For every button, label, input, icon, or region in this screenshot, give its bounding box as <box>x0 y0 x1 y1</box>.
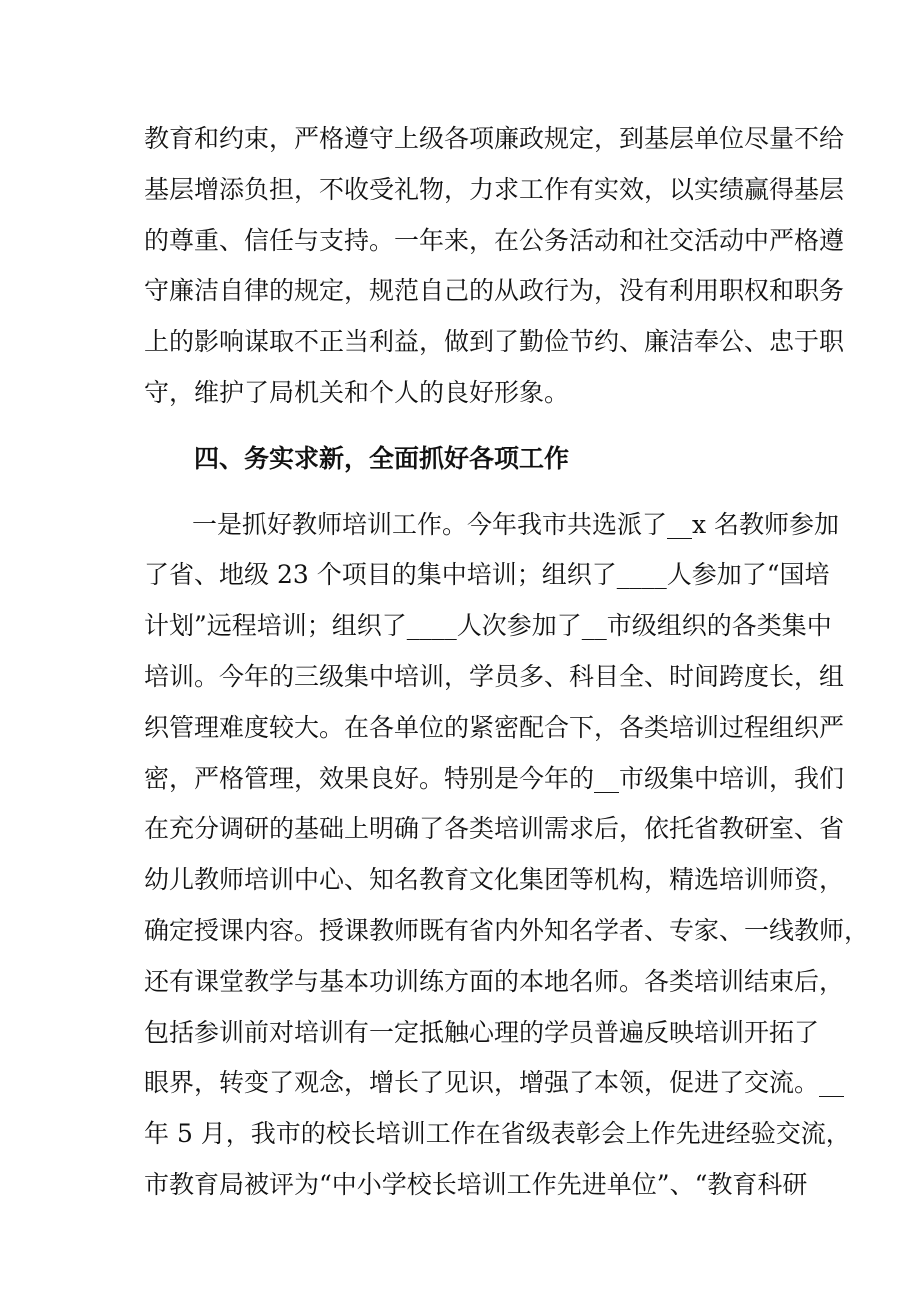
paragraph-line: 密，严格管理，效果良好。特别是今年的__市级集中培训，我们 <box>144 763 845 793</box>
paragraph-line: 教育和约束，严格遵守上级各项廉政规定，到基层单位尽量不给 <box>144 124 845 153</box>
paragraph-line: 一是抓好教师培训工作。今年我市共选派了__x 名教师参加 <box>192 509 840 539</box>
paragraph-line: 守廉洁自律的规定，规范自己的从政行为，没有利用职权和职务 <box>144 276 845 306</box>
paragraph-line: 幼儿教师培训中心、知名教育文化集团等机构，精选培训师资， <box>144 865 845 895</box>
paragraph-line: 计划”远程培训；组织了____人次参加了__市级组织的各类集中 <box>144 611 832 641</box>
paragraph-line: 确定授课内容。授课教师既有省内外知名学者、专家、一线教师， <box>144 915 870 945</box>
paragraph-line: 市教育局被评为“中小学校长培训工作先进单位”、“教育科研 <box>144 1169 808 1199</box>
paragraph-line: 上的影响谋取不正当利益，做到了勤俭节约、廉洁奉公、忠于职 <box>144 327 845 357</box>
paragraph-line: 在充分调研的基础上明确了各类培训需求后，依托省教研室、省 <box>144 814 845 844</box>
paragraph-line: 守，维护了局机关和个人的良好形象。 <box>144 377 570 407</box>
paragraph-line: 还有课堂教学与基本功训练方面的本地名师。各类培训结束后， <box>144 966 845 996</box>
section-heading: 四、务实求新，全面抓好各项工作 <box>194 443 570 473</box>
paragraph-teacher-training <box>144 500 870 1211</box>
paragraph-line: 眼界，转变了观念，增长了见识，增强了本领，促进了交流。__ <box>144 1068 845 1098</box>
paragraph-line: 的尊重、信任与支持。一年来，在公务活动和社交活动中严格遵 <box>144 225 845 255</box>
paragraph-line: 年 5 月，我市的校长培训工作在省级表彰会上作先进经验交流， <box>144 1119 851 1149</box>
paragraph-line: 培训。今年的三级集中培训，学员多、科目全、时间跨度长，组 <box>144 661 845 691</box>
paragraph-discipline <box>144 114 845 419</box>
paragraph-line: 基层增添负担，不收受礼物，力求工作有实效，以实绩赢得基层 <box>144 174 845 204</box>
paragraph-line: 包括参训前对培训有一定抵触心理的学员普遍反映培训开拓了 <box>144 1017 820 1047</box>
paragraph-line: 织管理难度较大。在各单位的紧密配合下，各类培训过程组织严 <box>144 712 845 742</box>
paragraph-line: 了省、地级 23 个项目的集中培训；组织了____人参加了“国培 <box>144 560 830 590</box>
